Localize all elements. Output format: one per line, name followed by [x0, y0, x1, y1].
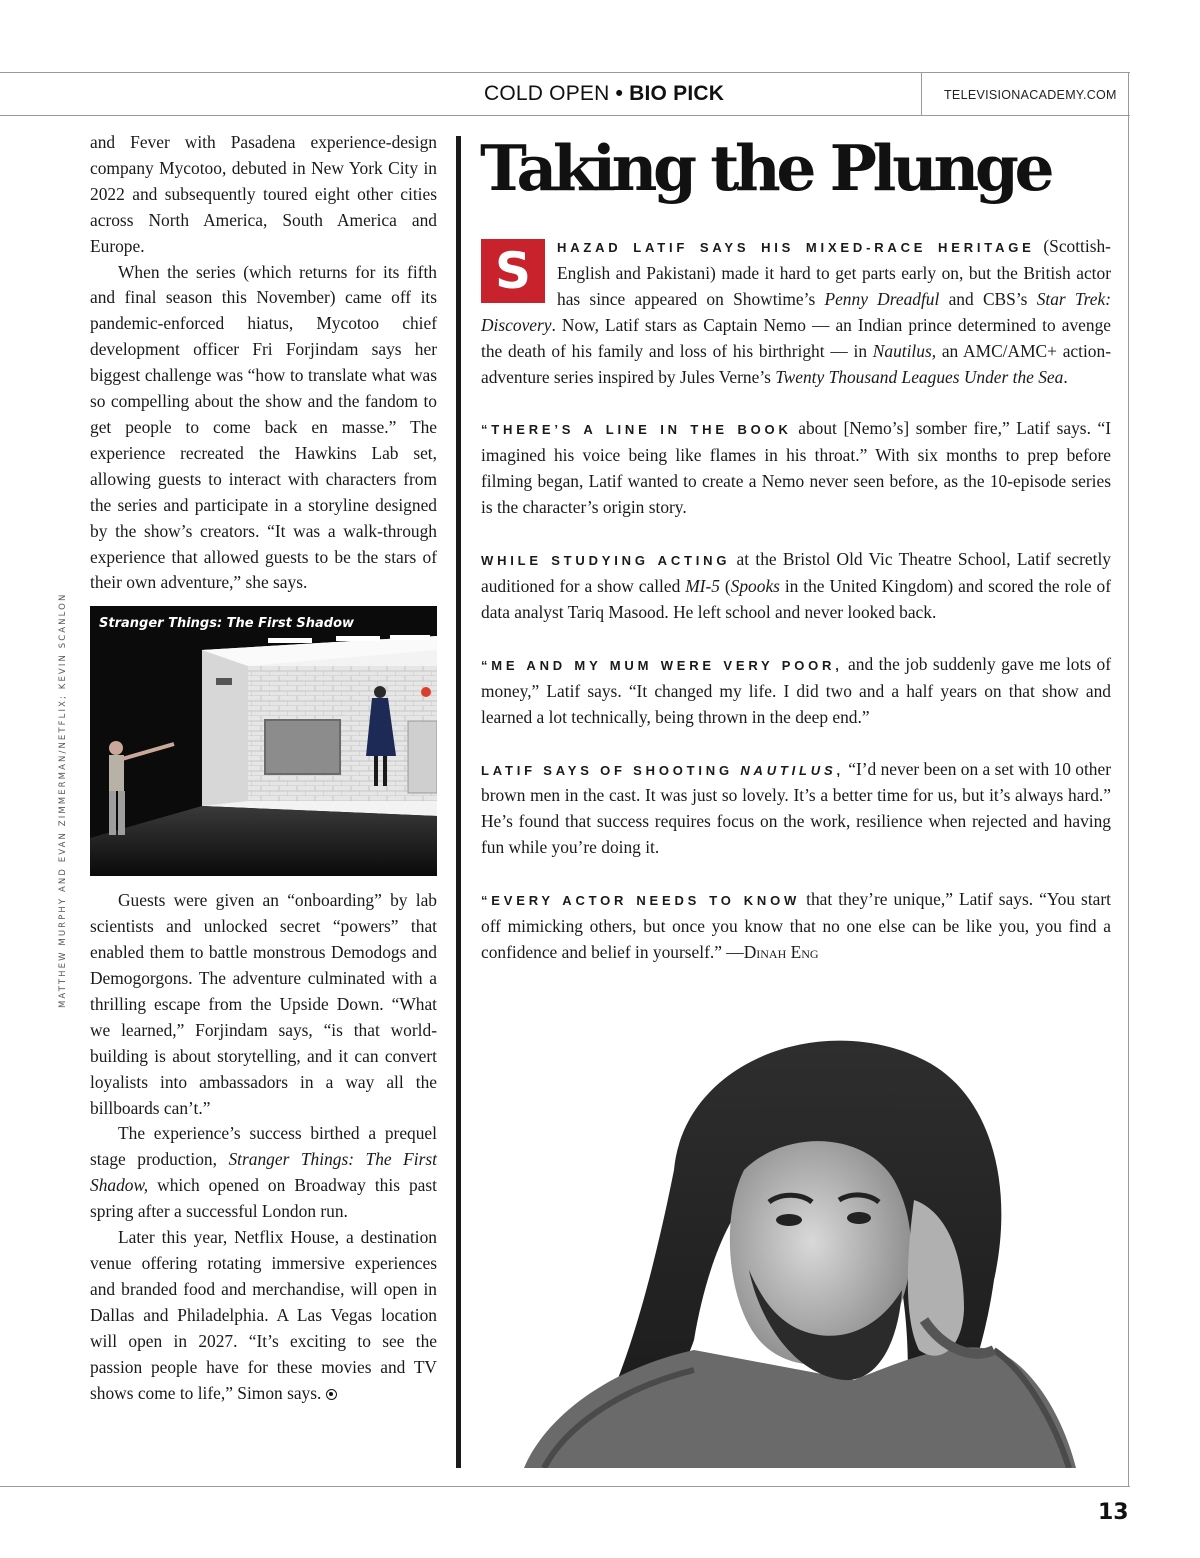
lead-in: HAZAD LATIF SAYS HIS MIXED-RACE HERITAGE [557, 240, 1035, 255]
left-paragraph [90, 1225, 437, 1406]
photo-credit: MATTHEW MURPHY AND EVAN ZIMMERMAN/NETFLIX; KEVIN SCANLON [58, 592, 68, 1008]
text-run: and the job suddenly gave me lots of money,” Latif says. “It changed my life. I did two and a half years on that show and learned a lot technically, being thrown in the deep end.” [481, 653, 1111, 727]
header-top-rule [0, 72, 1130, 73]
page-frame-right [1128, 72, 1129, 1486]
stage-photo [90, 606, 437, 876]
text-run: at the Bristol Old Vic Theatre School, Latif secretly auditioned for a show called [481, 549, 1111, 596]
section-name: COLD OPEN [484, 82, 610, 105]
text-run: Later this year, Netflix House, a destination venue offering rotating immersive experiences and branded food and merchandise, will open in Dallas and Philadelphia. A Las Vegas location will open in 2027. “It’s exciting to see the passion people have for these movies and TV shows come to life,” Simon says. [90, 1227, 437, 1403]
lead-in: “ME AND MY MUM WERE VERY POOR, [481, 657, 843, 673]
text-run: The experience’s success birthed a prequel stage production, [90, 1123, 437, 1170]
text-run: which opened on Broadway this past spring after a successful London run. [90, 1175, 437, 1222]
article-paragraph [481, 887, 1111, 966]
page-frame-bottom [0, 1486, 1130, 1487]
section-label [484, 82, 724, 106]
lead-in [481, 763, 844, 778]
end-mark-icon [326, 1389, 337, 1400]
text-run: an AMC/AMC+ action-adventure series inspired by Jules Verne’s [481, 340, 1111, 387]
article-paragraph [481, 416, 1111, 521]
article-body [481, 234, 1111, 992]
article-paragraph [481, 547, 1111, 626]
stage-photo-image [90, 606, 437, 876]
stage-photo-caption: Stranger Things: The First Shadow [99, 616, 355, 632]
drop-cap: S [481, 239, 545, 303]
show-title: Star Trek: Discovery [481, 288, 1111, 335]
site-url[interactable]: TELEVISIONACADEMY.COM [944, 88, 1117, 102]
header-bottom-rule [0, 115, 1130, 116]
portrait-illustration [524, 1020, 1076, 1468]
left-paragraph: Guests were given an “onboarding” by lab scientists and unlocked secret “powers” that enabled them to battle monstrous Demodogs and Demogorgons. The adventure culminated with a thrilling escape from the Upside Down. “What we learned,” Forjindam says, “is that world-building is about storytelling, and it can convert loyalists into ambassadors in a way all the billboards can’t.” [90, 890, 437, 1118]
byline: Dinah Eng [743, 941, 819, 962]
text-run: and CBS’s [939, 288, 1037, 309]
page-number: 13 [1098, 1500, 1129, 1525]
left-paragraph: When the series (which returns for its fifth and final season this November) came off its pandemic-enforced hiatus, Mycotoo chief development officer Fri Forjindam says her biggest challenge was “how to translate what was so compelling about the show and the fandom to get people to come back en masse.” The experience recreated the Hawkins Lab set, allowing guests to interact with characters from the series and participate in a storyline designed by the show’s creators. “It was a walk-through experience that allowed guests to be the stars of their own adventure,” she says. [90, 261, 437, 593]
article-headline: Taking the Plunge [480, 131, 1051, 205]
text-run: . Now, Latif stars as Captain Nemo — an Indian prince determined to avenge the death of his family and loss of his birthright — in [481, 314, 1111, 361]
show-title: MI-5 [685, 575, 720, 596]
book-title: Twenty Thousand Leagues Under the Sea [775, 366, 1064, 387]
header-separator [921, 72, 922, 115]
article-paragraph [481, 234, 1111, 390]
actor-portrait [524, 1020, 1076, 1468]
text-run: that they’re unique,” Latif says. “You start off mimicking others, but once you know that no one else can be like you, you find a confidence and belief in yourself.” — [481, 889, 1111, 962]
show-title: Nautilus, [872, 340, 937, 361]
section-bullet: • [615, 82, 624, 105]
lead-in: “THERE’S A LINE IN THE BOOK [481, 422, 792, 438]
lead-in-text: LATIF SAYS OF SHOOTING [481, 762, 741, 778]
text-run: in the United Kingdom) and scored the role of data analyst Tariq Masood. He left school and never looked back. [481, 575, 1111, 622]
lead-in-text: , [836, 762, 844, 778]
left-paragraph [90, 1121, 437, 1225]
lead-in: “EVERY ACTOR NEEDS TO KNOW [481, 893, 801, 909]
article-paragraph [481, 652, 1111, 731]
stage-scene-illustration [90, 606, 437, 876]
left-paragraph: and Fever with Pasadena experience-design company Mycotoo, debuted in New York City in 2022 and subsequently toured eight other cities across North America, South America and Europe. [90, 132, 437, 256]
text-run: . [1063, 366, 1068, 387]
show-title: Penny Dreadful [824, 288, 940, 309]
show-title: NAUTILUS [740, 762, 837, 778]
column-divider [456, 136, 461, 1468]
left-column [90, 130, 437, 1406]
text-run: (Scottish-English and Pakistani) made it hard to get parts early on, but the British actor has since appeared on Showtime’s [557, 236, 1111, 309]
show-title: Spooks [730, 575, 780, 596]
text-run: about [Nemo’s] somber fire,” Latif says. “I imagined his voice being like flames in his throat.” With six months to prep before filming began, Latif wanted to create a Nemo never seen before, as the 10-episode series is the character’s origin story. [481, 418, 1111, 518]
text-run: “I’d never been on a set with 10 other brown men in the cast. It was just so lovely. It’s a better time for us, but it’s always hard.” He’s found that success requires focus on the work, resilience when rejected and having fun while you’re doing it. [481, 758, 1111, 858]
show-title: Stranger Things: The First Shadow, [90, 1149, 437, 1196]
text-run: ( [719, 575, 731, 596]
lead-in: WHILE STUDYING ACTING [481, 553, 731, 569]
article-paragraph [481, 757, 1111, 862]
subsection-name: BIO PICK [629, 82, 725, 105]
